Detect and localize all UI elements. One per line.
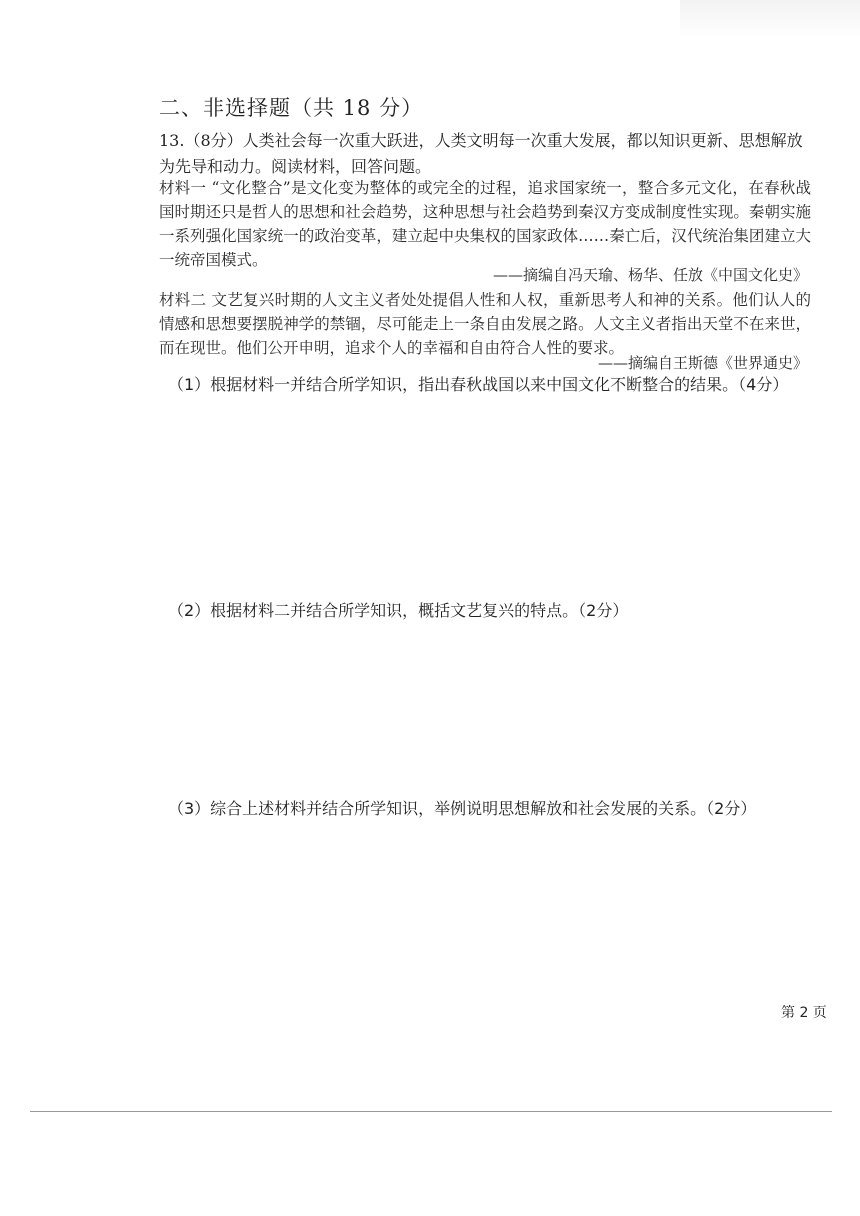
- material-two: 材料二 文艺复兴时期的人文主义者处处提倡人性和人权，重新思考人和神的关系。他们认人的情感和思想要摆脱神学的禁锢，尽可能走上一条自由发展之路。人文主义者指出天堂不在来世，而在现世。他们公开申明，追求个人的幸福和自由符合人性的要求。: [159, 291, 811, 357]
- material-one: 材料一 “文化整合”是文化变为整体的或完全的过程，追求国家统一，整合多元文化，在春秋战国时期还只是哲人的思想和社会趋势，这种思想与社会趋势到秦汉方变成制度性实现。秦朝实施一系列强化国家统一的政治变革，建立起中央集权的国家政体……秦亡后，汉代统治集团建立大一统帝国模式。: [159, 179, 811, 269]
- bottom-divider: [30, 1111, 832, 1112]
- material-one-source: ——摘编自冯天瑜、杨华、任放《中国文化史》: [492, 266, 808, 284]
- scan-shadow: [680, 0, 860, 40]
- sub-question-1: （1）根据材料一并结合所学知识，指出春秋战国以来中国文化不断整合的结果。（4分）: [168, 375, 789, 394]
- material-two-source: ——摘编自王斯德《世界通史》: [597, 354, 808, 372]
- question-intro: 13.（8分）人类社会每一次重大跃进，人类文明每一次重大发展，都以知识更新、思想解放为先导和动力。阅读材料，回答问题。: [159, 131, 803, 176]
- sub-question-3: （3）综合上述材料并结合所学知识，举例说明思想解放和社会发展的关系。（2分）: [168, 799, 757, 818]
- section-title: 二、非选择题（共 18 分）: [159, 96, 424, 120]
- page-number: 第 2 页: [781, 1005, 827, 1021]
- sub-question-2: （2）根据材料二并结合所学知识，概括文艺复兴的特点。（2分）: [168, 601, 629, 620]
